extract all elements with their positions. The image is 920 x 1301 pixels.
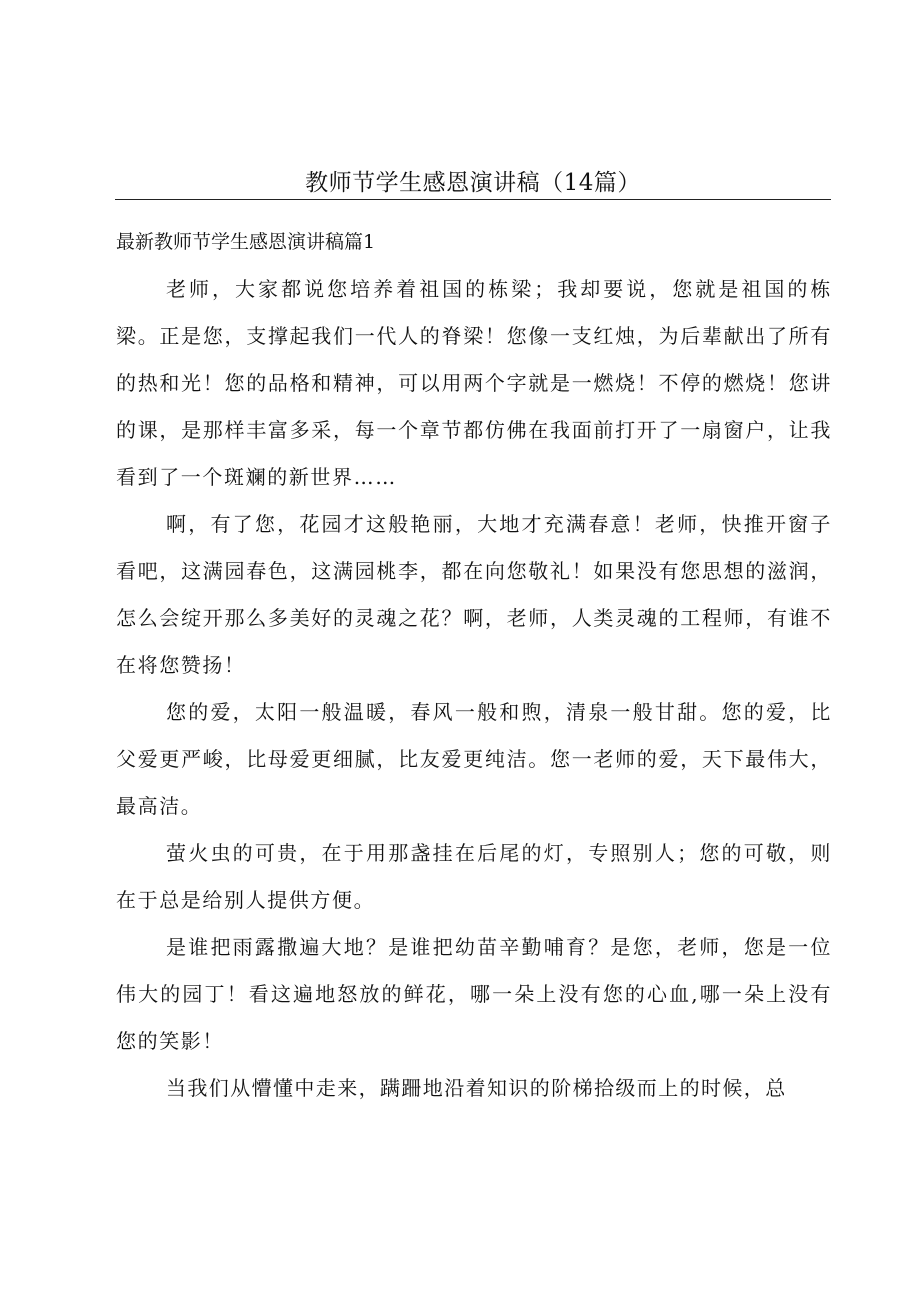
- document-title: 教师节学生感恩演讲稿（14篇）: [305, 170, 641, 196]
- paragraph: 您的爱，太阳一般温暖，春风一般和煦，清泉一般甘甜。您的爱，比父爱更严峻，比母爱更细腻，比友爱更纯洁。您一老师的爱，天下最伟大，最高洁。: [116, 700, 832, 818]
- paragraph: 啊，有了您，花园才这般艳丽，大地才充满春意！老师，快推开窗子看吧，这满园春色，这满园桃李，都在向您敬礼！如果没有您思想的滋润，怎么会绽开那么多美好的灵魂之花？啊，老师，人类灵魂的工程师，有谁不在将您赞扬！: [116, 512, 832, 677]
- paragraph: 当我们从懵懂中走来，蹒跚地沿着知识的阶梯拾级而上的时候，总: [166, 1076, 787, 1100]
- paragraph: 老师，大家都说您培养着祖国的栋梁；我却要说，您就是祖国的栋梁。正是您，支撑起我们一代人的脊梁！您像一支红烛，为后辈献出了所有的热和光！您的品格和精神，可以用两个字就是一燃烧！不停的燃烧！您讲的课，是那样丰富多采，每一个章节都仿佛在我面前打开了一扇窗户，让我看到了一个斑斓的新世界……: [116, 277, 832, 489]
- paragraph: 是谁把雨露撒遍大地？是谁把幼苗辛勤哺育？是您，老师，您是一位伟大的园丁！看这遍地怒放的鲜花，哪一朵上没有您的心血,哪一朵上没有您的笑影！: [116, 935, 832, 1053]
- title-underline: [115, 199, 831, 200]
- paragraph: 萤火虫的可贵，在于用那盏挂在后尾的灯，专照别人；您的可敬，则在于总是给别人提供方便。: [116, 841, 832, 912]
- body-text: [116, 266, 832, 1112]
- section-heading: 最新教师节学生感恩演讲稿篇1: [116, 231, 376, 253]
